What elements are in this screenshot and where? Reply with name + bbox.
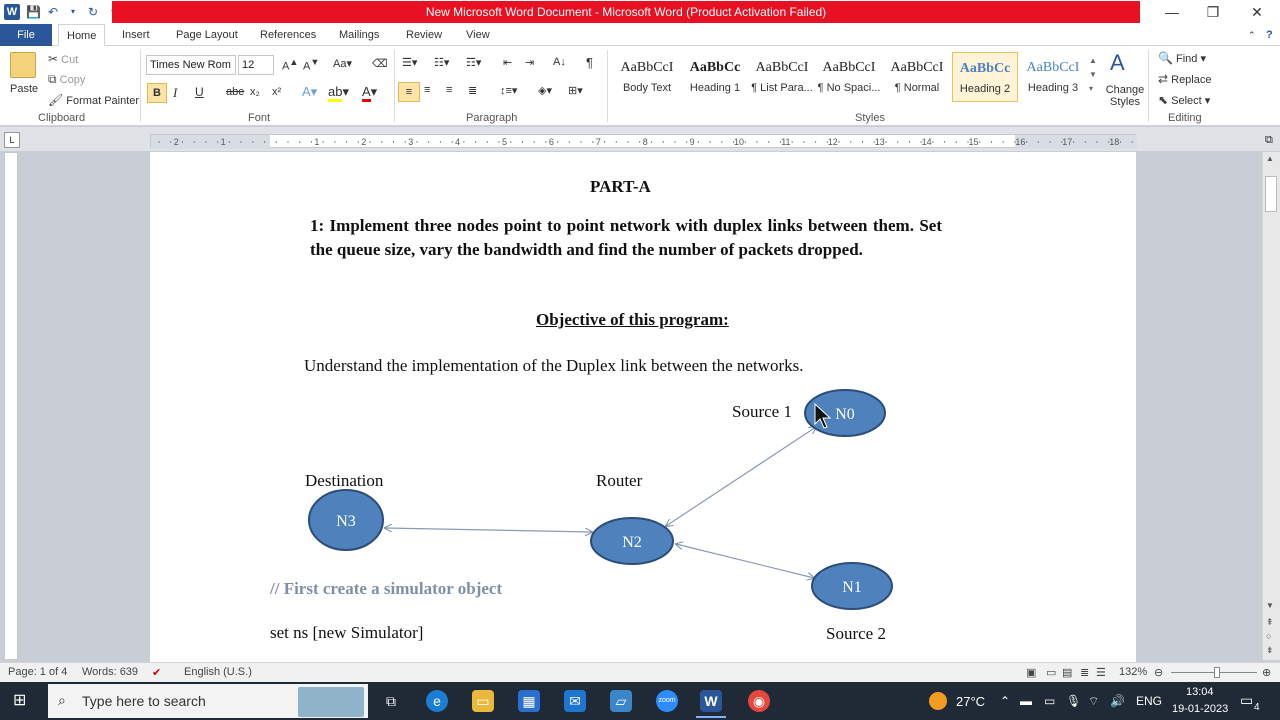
link-n2-n0 (666, 427, 816, 526)
font-group-label: Font (248, 112, 271, 124)
divider (394, 50, 395, 122)
scroll-down-icon[interactable]: ▼ (1266, 601, 1274, 610)
find-button[interactable]: 🔍 Find ▾ (1158, 51, 1206, 65)
node-n1[interactable] (812, 563, 892, 609)
select-button[interactable]: ⬉ Select ▾ (1158, 93, 1211, 107)
numbering-icon[interactable]: ☷▾ (434, 57, 450, 69)
source1-caption: Source 1 (732, 402, 792, 421)
ruler-number: 18 (1109, 137, 1120, 147)
tab-page-layout[interactable]: Page Layout (176, 29, 238, 41)
bullets-icon[interactable]: ☰▾ (402, 57, 418, 69)
divider (607, 50, 608, 122)
brush-icon: 🖌 (48, 93, 64, 107)
text-effects-icon[interactable]: A▾ (302, 84, 318, 99)
source2-caption: Source 2 (826, 624, 886, 643)
full-screen-icon[interactable]: ▭ (1046, 667, 1057, 679)
destination-caption: Destination (305, 471, 384, 490)
restore-button[interactable]: ❐ (1206, 4, 1220, 20)
minimize-button[interactable]: — (1165, 4, 1179, 20)
mail-icon[interactable]: ✉ (564, 690, 586, 712)
task-paragraph: 1: Implement three nodes point to point network with duplex links between them. Set the queue size, vary the bandwidth and find the number of packets dropped. (310, 216, 942, 259)
style-heading-3[interactable]: AaBbCcI Heading 3 (1026, 60, 1080, 94)
increase-indent-icon[interactable]: ⇥ (525, 57, 535, 69)
taskbar-search[interactable]: Type here to search (48, 684, 368, 718)
style-list-paragraph[interactable]: AaBbCcI ¶ List Para... (751, 60, 813, 94)
paste-icon[interactable] (10, 52, 36, 78)
part-heading: PART-A (590, 177, 651, 196)
volume-icon[interactable]: 🔊 (1110, 694, 1125, 708)
bold-button[interactable]: B (147, 83, 167, 103)
weather-icon (929, 692, 947, 710)
next-page-icon[interactable]: ⇟ (1266, 645, 1274, 655)
copy-button[interactable]: ⧉ Copy (48, 72, 86, 86)
zoom-in-icon[interactable]: ⊕ (1262, 667, 1272, 679)
ruler-number: 12 (827, 137, 838, 147)
outline-icon[interactable]: ≣ (1080, 667, 1090, 679)
status-bar (0, 662, 1280, 682)
ruler-number: 9 (689, 137, 695, 147)
zoom-level[interactable]: 132% (1119, 666, 1148, 678)
divider (140, 50, 141, 122)
scroll-up-icon[interactable]: ▲ (1266, 154, 1274, 163)
zoom-slider-handle[interactable] (1214, 667, 1220, 678)
paste-button[interactable]: Paste (10, 83, 39, 95)
chevron-down-icon[interactable]: ▾ (70, 7, 75, 16)
clear-format-icon[interactable]: ⌫ (372, 58, 388, 70)
clipboard-group-label: Clipboard (38, 112, 86, 124)
font-name-select[interactable]: Times New Rom (146, 55, 236, 75)
svg-text:N0: N0 (835, 406, 855, 423)
replace-icon: ⇄ (1158, 72, 1169, 86)
clock-time[interactable]: 13:04 (1186, 686, 1214, 698)
grow-font-icon[interactable]: A▲ (282, 57, 299, 73)
ruler-number: 1 (314, 137, 320, 147)
copy-icon: ⧉ (48, 72, 57, 86)
ruler-number: 5 (501, 137, 508, 147)
notification-icon[interactable]: ▭ (1240, 692, 1254, 708)
change-styles-icon[interactable]: A (1110, 50, 1125, 75)
ruler-ticks (151, 135, 1137, 149)
window-title: New Microsoft Word Document - Microsoft Word (Product Activation Failed) (112, 1, 1140, 23)
tab-view[interactable]: View (466, 29, 490, 41)
chrome-icon[interactable]: ◉ (748, 690, 770, 712)
decrease-indent-icon[interactable]: ⇤ (503, 57, 513, 69)
scrollbar-thumb[interactable] (1265, 176, 1277, 212)
highlight-icon[interactable]: ab▾ (328, 84, 349, 100)
align-center-button[interactable]: ≡ (424, 84, 431, 96)
justify-button[interactable]: ≣ (468, 85, 478, 97)
paragraph-group-label: Paragraph (466, 112, 518, 124)
browse-object-icon[interactable]: ○ (1266, 631, 1272, 641)
tab-home[interactable]: Home (58, 24, 105, 46)
line-spacing-icon[interactable]: ↕≡▾ (500, 85, 518, 97)
redo-icon[interactable]: ↻ (87, 5, 99, 19)
clock-date[interactable]: 19-01-2023 (1172, 703, 1229, 715)
svg-text:N3: N3 (336, 513, 356, 530)
subscript-button[interactable]: x₂ (250, 86, 260, 98)
replace-button[interactable]: ⇄ Replace (1158, 72, 1212, 86)
store-icon[interactable]: ▦ (518, 690, 540, 712)
scissors-icon: ✂ (48, 52, 59, 66)
undo-icon[interactable]: ↶ (47, 5, 59, 19)
ruler-margin-left (151, 135, 270, 149)
borders-icon[interactable]: ⊞▾ (568, 85, 583, 97)
page-count[interactable]: Page: 1 of 4 (8, 666, 68, 678)
ruler-number: 10 (733, 137, 745, 147)
draft-icon[interactable]: ☰ (1096, 667, 1106, 679)
ruler-number: 6 (548, 137, 554, 147)
styles-group-label: Styles (855, 112, 885, 124)
node-n2[interactable] (591, 518, 673, 564)
tab-mailings[interactable]: Mailings (339, 29, 380, 41)
word-logo-icon: W (4, 4, 20, 20)
minimize-ribbon-icon[interactable]: ⌃ (1248, 30, 1256, 40)
save-icon[interactable]: 💾 (26, 5, 41, 19)
tray-camera-icon[interactable]: ▭ (1044, 694, 1056, 708)
shrink-font-icon[interactable]: A▼ (303, 57, 320, 73)
ruler-number: 13 (874, 137, 885, 147)
style-heading-2[interactable]: AaBbCc Heading 2 (952, 52, 1018, 102)
word-taskbar-icon[interactable]: W (700, 690, 722, 712)
active-app-indicator (696, 716, 726, 718)
ruler-number: 2 (173, 137, 179, 147)
prev-page-icon[interactable]: ⇞ (1266, 617, 1274, 627)
tray-chevron-icon[interactable]: ⌃ (1000, 694, 1011, 708)
view-ruler-icon[interactable]: ⧉ (1265, 134, 1273, 146)
zoom-out-icon[interactable]: ⊖ (1154, 667, 1164, 679)
align-left-button[interactable]: ≡ (398, 82, 420, 102)
show-formatting-icon[interactable]: ¶ (586, 55, 593, 70)
shading-icon[interactable]: ◈▾ (538, 85, 552, 97)
svg-text:N2: N2 (622, 534, 642, 551)
task-view-icon[interactable]: ⧉ (386, 693, 396, 709)
ruler-number: 8 (642, 137, 648, 147)
cut-button[interactable]: ✂ Cut (48, 52, 79, 66)
objective-heading: Objective of this program: (536, 310, 729, 329)
node-n3[interactable] (309, 490, 383, 550)
tab-insert[interactable]: Insert (122, 29, 150, 41)
change-case-icon[interactable]: Aa▾ (333, 58, 352, 70)
vertical-ruler (4, 152, 18, 660)
ribbon-tabs (0, 24, 1280, 46)
superscript-button[interactable]: x² (272, 86, 282, 98)
svg-text:N1: N1 (842, 579, 862, 596)
style-no-spacing[interactable]: AaBbCcI ¶ No Spaci... (817, 60, 881, 94)
zoom-app-icon[interactable]: zoom (656, 690, 678, 712)
tab-file[interactable]: File (0, 24, 52, 46)
wifi-icon[interactable]: ⌔ (1088, 694, 1100, 708)
cursor-icon: ⬉ (1158, 93, 1169, 107)
ruler-number: 7 (595, 137, 601, 147)
ribbon (0, 46, 1280, 126)
ruler-number: 4 (455, 137, 461, 147)
proofing-icon[interactable]: ✔ (152, 667, 162, 679)
microphone-icon[interactable]: 🎙 (1066, 694, 1082, 708)
style-heading-1[interactable]: AaBbCc Heading 1 (689, 60, 741, 94)
app-icon[interactable]: ▱ (610, 690, 632, 712)
editing-group-label: Editing (1168, 112, 1202, 124)
ruler-number: 15 (968, 137, 979, 147)
link-n2-n1 (676, 544, 814, 578)
tab-references[interactable]: References (260, 29, 317, 41)
notification-count: 4 (1254, 702, 1260, 713)
file-explorer-icon[interactable]: ▭ (472, 690, 494, 712)
language-status[interactable]: English (U.S.) (184, 666, 252, 678)
align-right-button[interactable]: ≡ (446, 84, 453, 96)
objective-text: Understand the implementation of the Duplex link between the networks. (304, 356, 804, 375)
print-layout-icon[interactable]: ▣ (1026, 667, 1037, 679)
vertical-scrollbar[interactable] (1262, 152, 1280, 660)
ruler-number: 2 (361, 137, 367, 147)
multilevel-list-icon[interactable]: ☶▾ (466, 57, 482, 69)
ruler-number: 11 (781, 137, 791, 147)
tab-review[interactable]: Review (406, 29, 443, 41)
code-comment: // First create a simulator object (270, 579, 503, 598)
font-size-select[interactable]: 12 (238, 55, 274, 75)
router-caption: Router (596, 471, 643, 490)
link-n3-n2 (385, 528, 592, 532)
ruler-number: 14 (921, 137, 932, 147)
italic-button[interactable]: I (173, 85, 178, 100)
word-count[interactable]: Words: 639 (82, 666, 139, 678)
search-icon: ⌕ (58, 692, 66, 708)
close-button[interactable]: ✕ (1251, 4, 1263, 20)
tray-app-icon[interactable]: ▬ (1020, 694, 1032, 708)
ruler-number: 1 (220, 137, 226, 147)
divider (1148, 50, 1149, 122)
style-normal[interactable]: AaBbCcI ¶ Normal (890, 60, 944, 94)
search-highlight-image (298, 687, 364, 717)
quick-access-toolbar (0, 0, 120, 24)
edge-icon[interactable]: e (426, 690, 448, 712)
start-icon[interactable]: ⊞ (13, 692, 27, 709)
tab-selector[interactable]: L (4, 132, 20, 148)
strikethrough-button[interactable]: abe (226, 86, 245, 98)
styles-scroll-icon[interactable]: ▲ ▼ ▾ (1089, 56, 1097, 93)
help-icon[interactable]: ? (1266, 29, 1273, 41)
underline-button[interactable]: U (195, 85, 204, 99)
change-styles-button[interactable]: Change Styles (1105, 84, 1145, 108)
language-indicator[interactable]: ENG (1136, 694, 1163, 708)
format-painter-button[interactable]: 🖌 Format Painter (48, 93, 140, 107)
code-line: set ns [new Simulator] (270, 623, 424, 642)
ruler-number: 16 (1015, 137, 1026, 147)
style-body-text[interactable]: AaBbCcI Body Text (620, 60, 674, 94)
binoculars-icon: 🔍 (1158, 51, 1173, 65)
weather-temp[interactable]: 27°C (956, 694, 986, 709)
sort-icon[interactable]: A↓ (553, 56, 566, 68)
ruler-number: 17 (1062, 137, 1073, 147)
font-color-icon[interactable]: A▾ (362, 84, 377, 100)
horizontal-ruler[interactable] (150, 134, 1136, 148)
web-layout-icon[interactable]: ▤ (1062, 667, 1073, 679)
ruler-number: 3 (408, 137, 414, 147)
document-page[interactable] (150, 152, 1136, 664)
